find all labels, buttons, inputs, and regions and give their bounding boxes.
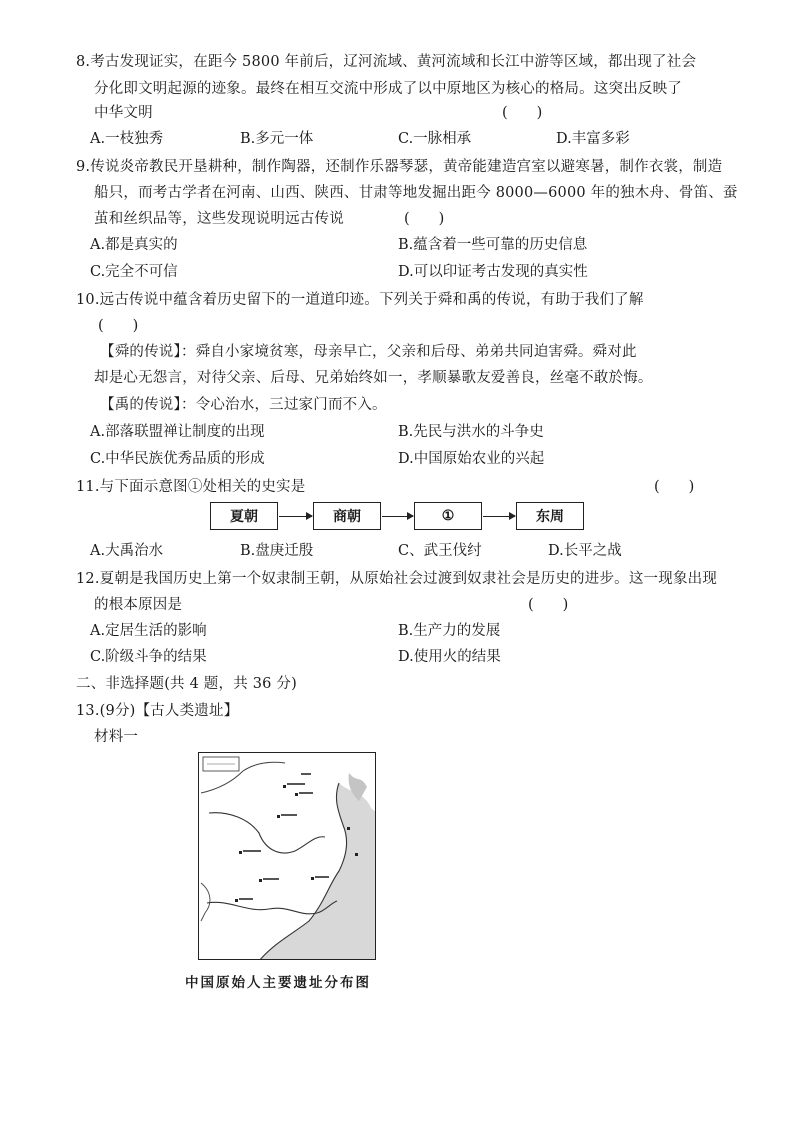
q11-option-b: B.盘庚迁殷 bbox=[240, 543, 314, 559]
q9-option-d: D.可以印证考古发现的真实性 bbox=[398, 264, 588, 280]
q13-title: 13.(9分)【古人类遗址】 bbox=[76, 703, 239, 719]
q12-option-a: A.定居生活的影响 bbox=[90, 623, 207, 639]
map-site-labels bbox=[239, 773, 329, 900]
q9-stem-line3: 茧和丝织品等，这些发现说明远古传说 bbox=[94, 211, 344, 227]
q13-material-label: 材料一 bbox=[94, 729, 139, 745]
q12-answer-paren: ( ) bbox=[528, 597, 569, 613]
q11-answer-paren: ( ) bbox=[654, 479, 695, 495]
q9-option-c: C.完全不可信 bbox=[90, 264, 178, 280]
flow-arrow-3 bbox=[483, 516, 515, 517]
q8-stem-line1: 8.考古发现证实，在距今 5800 年前后，辽河流域、黄河流域和长江中游等区域，都出现了社会 bbox=[76, 54, 697, 70]
map-drawing bbox=[199, 753, 376, 960]
q11-stem: 11.与下面示意图①处相关的史实是 bbox=[76, 479, 306, 495]
flow-arrow-2 bbox=[382, 516, 413, 517]
q11-option-d: D.长平之战 bbox=[548, 543, 622, 559]
q10-answer-paren: ( ) bbox=[98, 318, 139, 334]
site-distribution-map bbox=[198, 752, 376, 960]
q10-stem-line1: 10.远古传说中蕴含着历史留下的一道道印迹。下列关于舜和禹的传说，有助于我们了解 bbox=[76, 292, 644, 308]
q9-answer-paren: ( ) bbox=[404, 211, 445, 227]
q12-stem-line2: 的根本原因是 bbox=[94, 597, 183, 613]
q10-shun-legend-line2: 却是心无怨言，对待父亲、后母、兄弟始终如一，孝顺暴歌友爱善良，丝毫不敢於悔。 bbox=[94, 370, 653, 386]
map-caption: 中国原始人主要遗址分布图 bbox=[185, 975, 371, 991]
q11-option-a: A.大禹治水 bbox=[90, 543, 164, 559]
q10-option-b: B.先民与洪水的斗争史 bbox=[398, 424, 544, 440]
q12-stem-line1: 12.夏朝是我国历史上第一个奴隶制王朝，从原始社会过渡到奴隶社会是历史的进步。这一现象出现 bbox=[76, 571, 718, 587]
q12-option-d: D.使用火的结果 bbox=[398, 649, 501, 665]
q10-yu-legend: 【禹的传说】：令心治水，三过家门而不入。 bbox=[100, 397, 387, 413]
q10-option-c: C.中华民族优秀品质的形成 bbox=[90, 451, 265, 467]
flow-box-shang: 商朝 bbox=[313, 502, 381, 530]
q8-option-c: C.一脉相承 bbox=[398, 131, 472, 147]
q8-answer-paren: ( ) bbox=[502, 105, 543, 121]
q10-option-d: D.中国原始农业的兴起 bbox=[398, 451, 545, 467]
flow-box-dongzhou: 东周 bbox=[516, 502, 584, 530]
q8-stem-line3: 中华文明 bbox=[94, 105, 153, 121]
q10-option-a: A.部落联盟禅让制度的出现 bbox=[90, 424, 265, 440]
q8-stem-line2: 分化即文明起源的迹象。最终在相互交流中形成了以中原地区为核心的格局。这突出反映了 bbox=[94, 81, 682, 97]
q11-option-c: C、武王伐纣 bbox=[398, 543, 482, 559]
q12-option-b: B.生产力的发展 bbox=[398, 623, 501, 639]
q9-stem-line1: 9.传说炎帝教民开垦耕种，制作陶器，还制作乐器琴瑟，黄帝能建造宫室以避寒暑，制作衣裳，制造 bbox=[76, 159, 723, 175]
flow-arrow-1 bbox=[279, 516, 312, 517]
q10-shun-legend-line1: 【舜的传说】：舜自小家境贫寒，母亲早亡，父亲和后母、弟弟共同迫害舜。舜对此 bbox=[100, 344, 637, 360]
q9-option-b: B.蕴含着一些可靠的历史信息 bbox=[398, 237, 588, 253]
section-heading-non-choice: 二、非选择题(共 4 题，共 36 分) bbox=[76, 676, 297, 692]
q8-option-b: B.多元一体 bbox=[240, 131, 314, 147]
flow-box-xia: 夏朝 bbox=[210, 502, 278, 530]
q12-option-c: C.阶级斗争的结果 bbox=[90, 649, 207, 665]
q8-option-d: D.丰富多彩 bbox=[556, 131, 630, 147]
q9-option-a: A.都是真实的 bbox=[90, 237, 178, 253]
q8-option-a: A.一枝独秀 bbox=[90, 131, 164, 147]
q9-stem-line2: 船只，而考古学者在河南、山西、陕西、甘肃等地发掘出距今 8000—6000 年的独木舟、骨笛、蚕 bbox=[94, 185, 738, 201]
flow-box-blank-1: ① bbox=[414, 502, 482, 530]
